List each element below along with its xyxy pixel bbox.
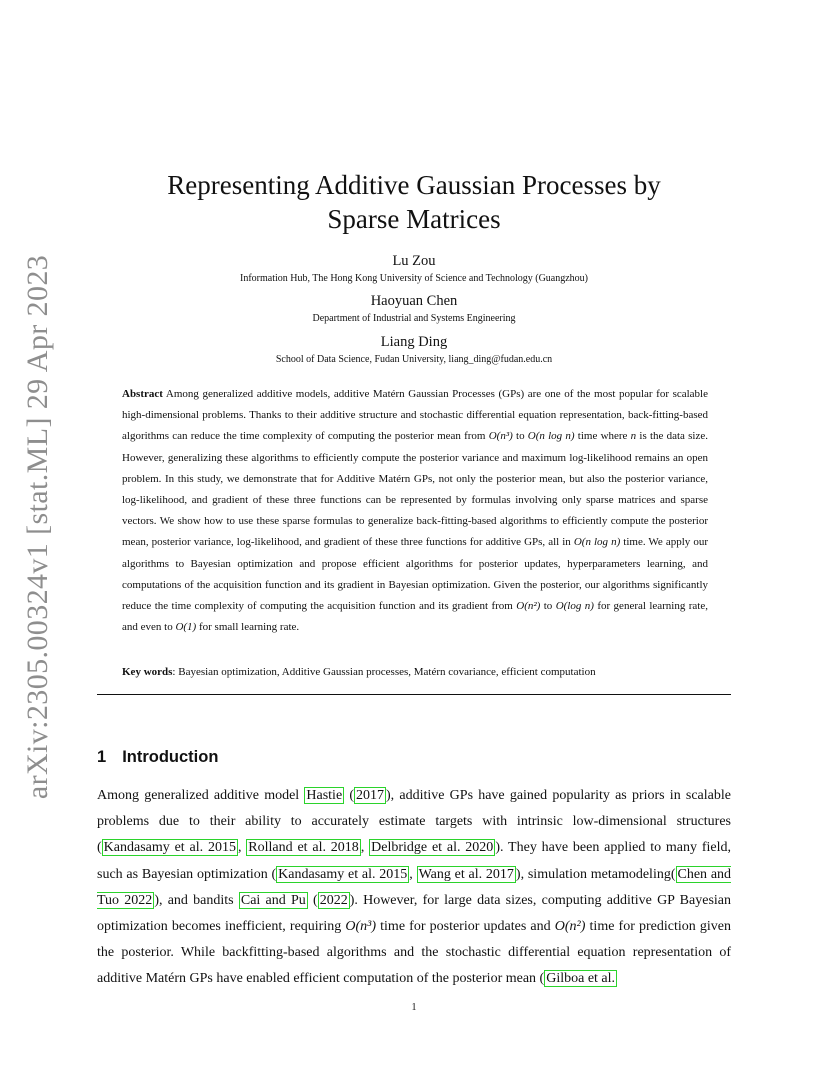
citation-link[interactable]: Kandasamy et al. 2015 xyxy=(278,866,408,882)
abstract-text: for general learning rate, and even to xyxy=(122,600,709,634)
citation-link[interactable]: Hastie xyxy=(306,788,343,803)
citation-link[interactable]: 2017 xyxy=(356,788,385,803)
math-inline: O(n²) xyxy=(516,600,541,613)
paper-title xyxy=(120,168,708,236)
arxiv-stamp-text: arXiv:2305.00324v1 [stat.ML] 29 Apr 2023 xyxy=(21,254,54,800)
author-affiliation: Department of Industrial and Systems Engineering xyxy=(312,313,516,324)
citation-link[interactable]: Delbridge et al. 2020 xyxy=(371,840,494,856)
keywords-text: : Bayesian optimization, Additive Gaussian processes, Matérn covariance, efficient computation xyxy=(172,666,596,678)
author-name: Liang Ding xyxy=(380,334,448,350)
keywords-label: Key words xyxy=(122,666,173,678)
citation-link[interactable]: Cai and Pu xyxy=(240,892,306,908)
citation-link[interactable]: Gilboa et al. xyxy=(546,971,616,987)
arxiv-stamp xyxy=(18,254,58,800)
intro-text: ). They have been applied to many field, such as Bayesian optimization ( xyxy=(97,840,731,882)
intro-text: time for posterior updates and xyxy=(376,919,555,935)
abstract-text: for small learning rate. xyxy=(196,621,300,634)
math-inline: O(n log n) xyxy=(573,536,621,549)
citation-link[interactable]: Kandasamy et al. 2015 xyxy=(103,840,236,856)
author-name: Haoyuan Chen xyxy=(370,293,458,309)
intro-text: ). However, for large data sizes, computing additive GP Bayesian optimization becomes inefficient, requiring xyxy=(97,892,731,935)
author-affiliation: School of Data Science, Fudan University, liang_ding@fudan.edu.cn xyxy=(275,354,553,365)
abstract-text: is the data size. However, generalizing these algorithms to efficiently compute the posterior variance and maximum log-likelihood remains an open problem. In this study, we demonstrate that for Additive Matérn GPs, not only the posterior mean, but also the posterior variance, log-likelihood, and gradient of these three functions can be represented by formulas involving only sparse matrices and sparse vectors. We show how to use these sparse formulas to generalize back-fitting-based algorithms to efficiently compute the posterior mean, posterior variance, log-likelihood, and gradient of these three functions for additive GPs, all in xyxy=(122,430,709,549)
abstract-text: time where xyxy=(574,430,631,443)
section-heading xyxy=(97,748,218,767)
citation-link[interactable]: Rolland et al. 2018 xyxy=(248,840,359,856)
title-line-2: Sparse Matrices xyxy=(327,204,501,234)
intro-text: , xyxy=(360,840,370,856)
abstract-text: to xyxy=(540,600,556,613)
intro-text: ), additive GPs have gained popularity as priors in scalable problems due to their ability to accurately estimate targets with intrinsic low-dimensional structures ( xyxy=(97,788,731,856)
math-inline: n xyxy=(630,430,637,443)
page-number: 1 xyxy=(411,1002,417,1013)
intro-text: Among generalized additive model xyxy=(97,788,305,803)
abstract-text: to xyxy=(512,430,528,443)
intro-text: ), and bandits xyxy=(154,892,239,908)
author-name: Lu Zou xyxy=(392,253,436,269)
section-number: 1 xyxy=(97,748,107,766)
intro-text: ), simulation metamodeling( xyxy=(515,866,676,882)
citation-link[interactable]: Chen and Tuo 2022 xyxy=(97,866,732,908)
author-block-2 xyxy=(150,292,678,326)
math-inline: O(n³) xyxy=(488,430,513,443)
keywords xyxy=(122,663,708,681)
citation-link[interactable]: 2022 xyxy=(319,892,348,908)
author-block-3 xyxy=(150,333,678,367)
math-inline: O(n³) xyxy=(345,919,377,935)
intro-text: , xyxy=(409,866,417,882)
author-affiliation: Information Hub, The Hong Kong University of Science and Technology (Guangzhou) xyxy=(239,273,589,284)
math-inline: O(n log n) xyxy=(527,430,575,443)
math-inline: O(log n) xyxy=(555,600,594,613)
abstract-label: Abstract xyxy=(122,388,163,400)
abstract-text: Among generalized additive models, additive Matérn Gaussian Processes (GPs) are one of the most popular for scalable high-dimensional problems. Thanks to their additive structure and stochastic differential equation representation, back-fitting-based algorithms can reduce the time complexity of computing the posterior mean from xyxy=(122,388,708,443)
math-inline: O(1) xyxy=(175,621,197,634)
math-inline: O(n²) xyxy=(554,919,586,935)
intro-text: time for prediction given the posterior. While backfitting-based algorithms and the stochastic differential equation representation of additive Matérn GPs have enabled efficient computation of the posterior mean ( xyxy=(97,919,732,987)
intro-paragraph xyxy=(97,783,731,993)
title-line-1: Representing Additive Gaussian Processes by xyxy=(167,170,661,200)
intro-text: , xyxy=(237,840,247,856)
section-divider xyxy=(97,694,731,695)
section-title-text: Introduction xyxy=(122,748,219,766)
author-block-1 xyxy=(150,252,678,286)
abstract xyxy=(122,384,708,638)
abstract-text: time. We apply our algorithms to Bayesian optimization and propose efficient algorithms for posterior updates, hyperparameters learning, and computations of the acquisition function and its gradient in Bayesian optimization. Given the posterior, our algorithms significantly reduce the time complexity of computing the acquisition function and its gradient from xyxy=(122,536,708,613)
citation-link[interactable]: Wang et al. 2017 xyxy=(418,866,514,882)
intro-text: ( xyxy=(307,892,318,908)
intro-text: ( xyxy=(344,788,355,803)
